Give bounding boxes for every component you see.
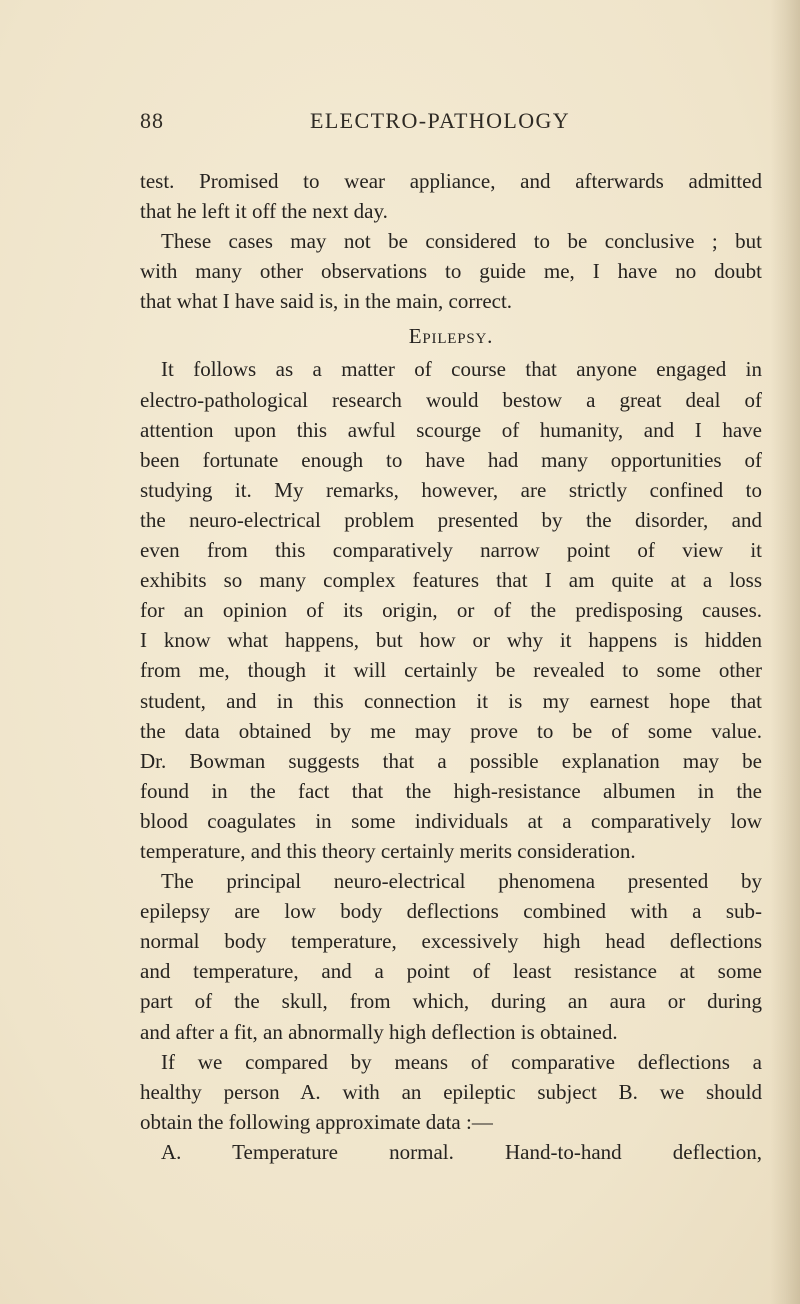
running-title: ELECTRO-PATHOLOGY: [310, 108, 571, 133]
text-line: found in the fact that the high-resistance albumen in the: [140, 778, 762, 803]
page-header: [140, 108, 680, 140]
body-text: [140, 166, 762, 1167]
text-line: part of the skull, from which, during an aura or during: [140, 989, 762, 1014]
text-line: that he left it off the next day.: [140, 199, 388, 224]
text-line: If we compared by means of comparative deflections a: [161, 1049, 762, 1074]
text-line: and after a fit, an abnormally high deflection is obtained.: [140, 1019, 618, 1044]
text-line: been fortunate enough to have had many opportunities of: [140, 447, 762, 472]
text-line: that what I have said is, in the main, correct.: [140, 289, 513, 314]
text-line: A. Temperature normal. Hand-to-hand deflection,: [161, 1139, 762, 1164]
paragraph-6: [140, 1137, 762, 1167]
text-line: student, and in this connection it is my earnest hope that: [140, 688, 762, 713]
text-line: normal body temperature, excessively high head deflections: [140, 929, 762, 954]
text-line: attention upon this awful scourge of humanity, and I have: [140, 417, 762, 442]
text-line: even from this comparatively narrow point of view it: [140, 538, 762, 563]
text-line: temperature, and this theory certainly merits consideration.: [140, 838, 636, 863]
page-number: 88: [140, 108, 164, 133]
text-line: from me, though it will certainly be revealed to some other: [140, 658, 762, 683]
text-line: healthy person A. with an epileptic subject B. we should: [140, 1079, 762, 1104]
text-line: the neuro-electrical problem presented by the disorder, and: [140, 507, 762, 532]
text-line: I know what happens, but how or why it happens is hidden: [140, 628, 762, 653]
text-line: and temperature, and a point of least resistance at some: [140, 959, 762, 984]
text-line: with many other observations to guide me, I have no doubt: [140, 259, 762, 284]
text-line: These cases may not be considered to be conclusive ; but: [161, 229, 762, 254]
text-line: The principal neuro-electrical phenomena presented by: [161, 869, 762, 894]
text-line: It follows as a matter of course that anyone engaged in: [161, 357, 762, 382]
paragraph-1: [140, 166, 762, 226]
paragraph-4: [140, 866, 762, 1047]
text-line: test. Promised to wear appliance, and afterwards admitted: [140, 169, 762, 193]
section-heading: Epilepsy.: [408, 324, 494, 349]
text-line: blood coagulates in some individuals at a comparatively low: [140, 808, 762, 833]
text-line: exhibits so many complex features that I am quite at a loss: [140, 568, 762, 593]
text-line: for an opinion of its origin, or of the predisposing causes.: [140, 598, 762, 623]
text-line: studying it. My remarks, however, are strictly confined to: [140, 477, 762, 502]
text-line: the data obtained by me may prove to be of some value.: [140, 718, 762, 743]
paragraph-5: [140, 1047, 762, 1137]
text-line: epilepsy are low body deflections combined with a sub-: [140, 899, 762, 924]
paragraph-3: [140, 354, 762, 866]
text-line: obtain the following approximate data :—: [140, 1109, 493, 1134]
paragraph-2: [140, 226, 762, 316]
text-line: electro-pathological research would bestow a great deal of: [140, 387, 762, 412]
text-line: Dr. Bowman suggests that a possible explanation may be: [140, 748, 762, 773]
